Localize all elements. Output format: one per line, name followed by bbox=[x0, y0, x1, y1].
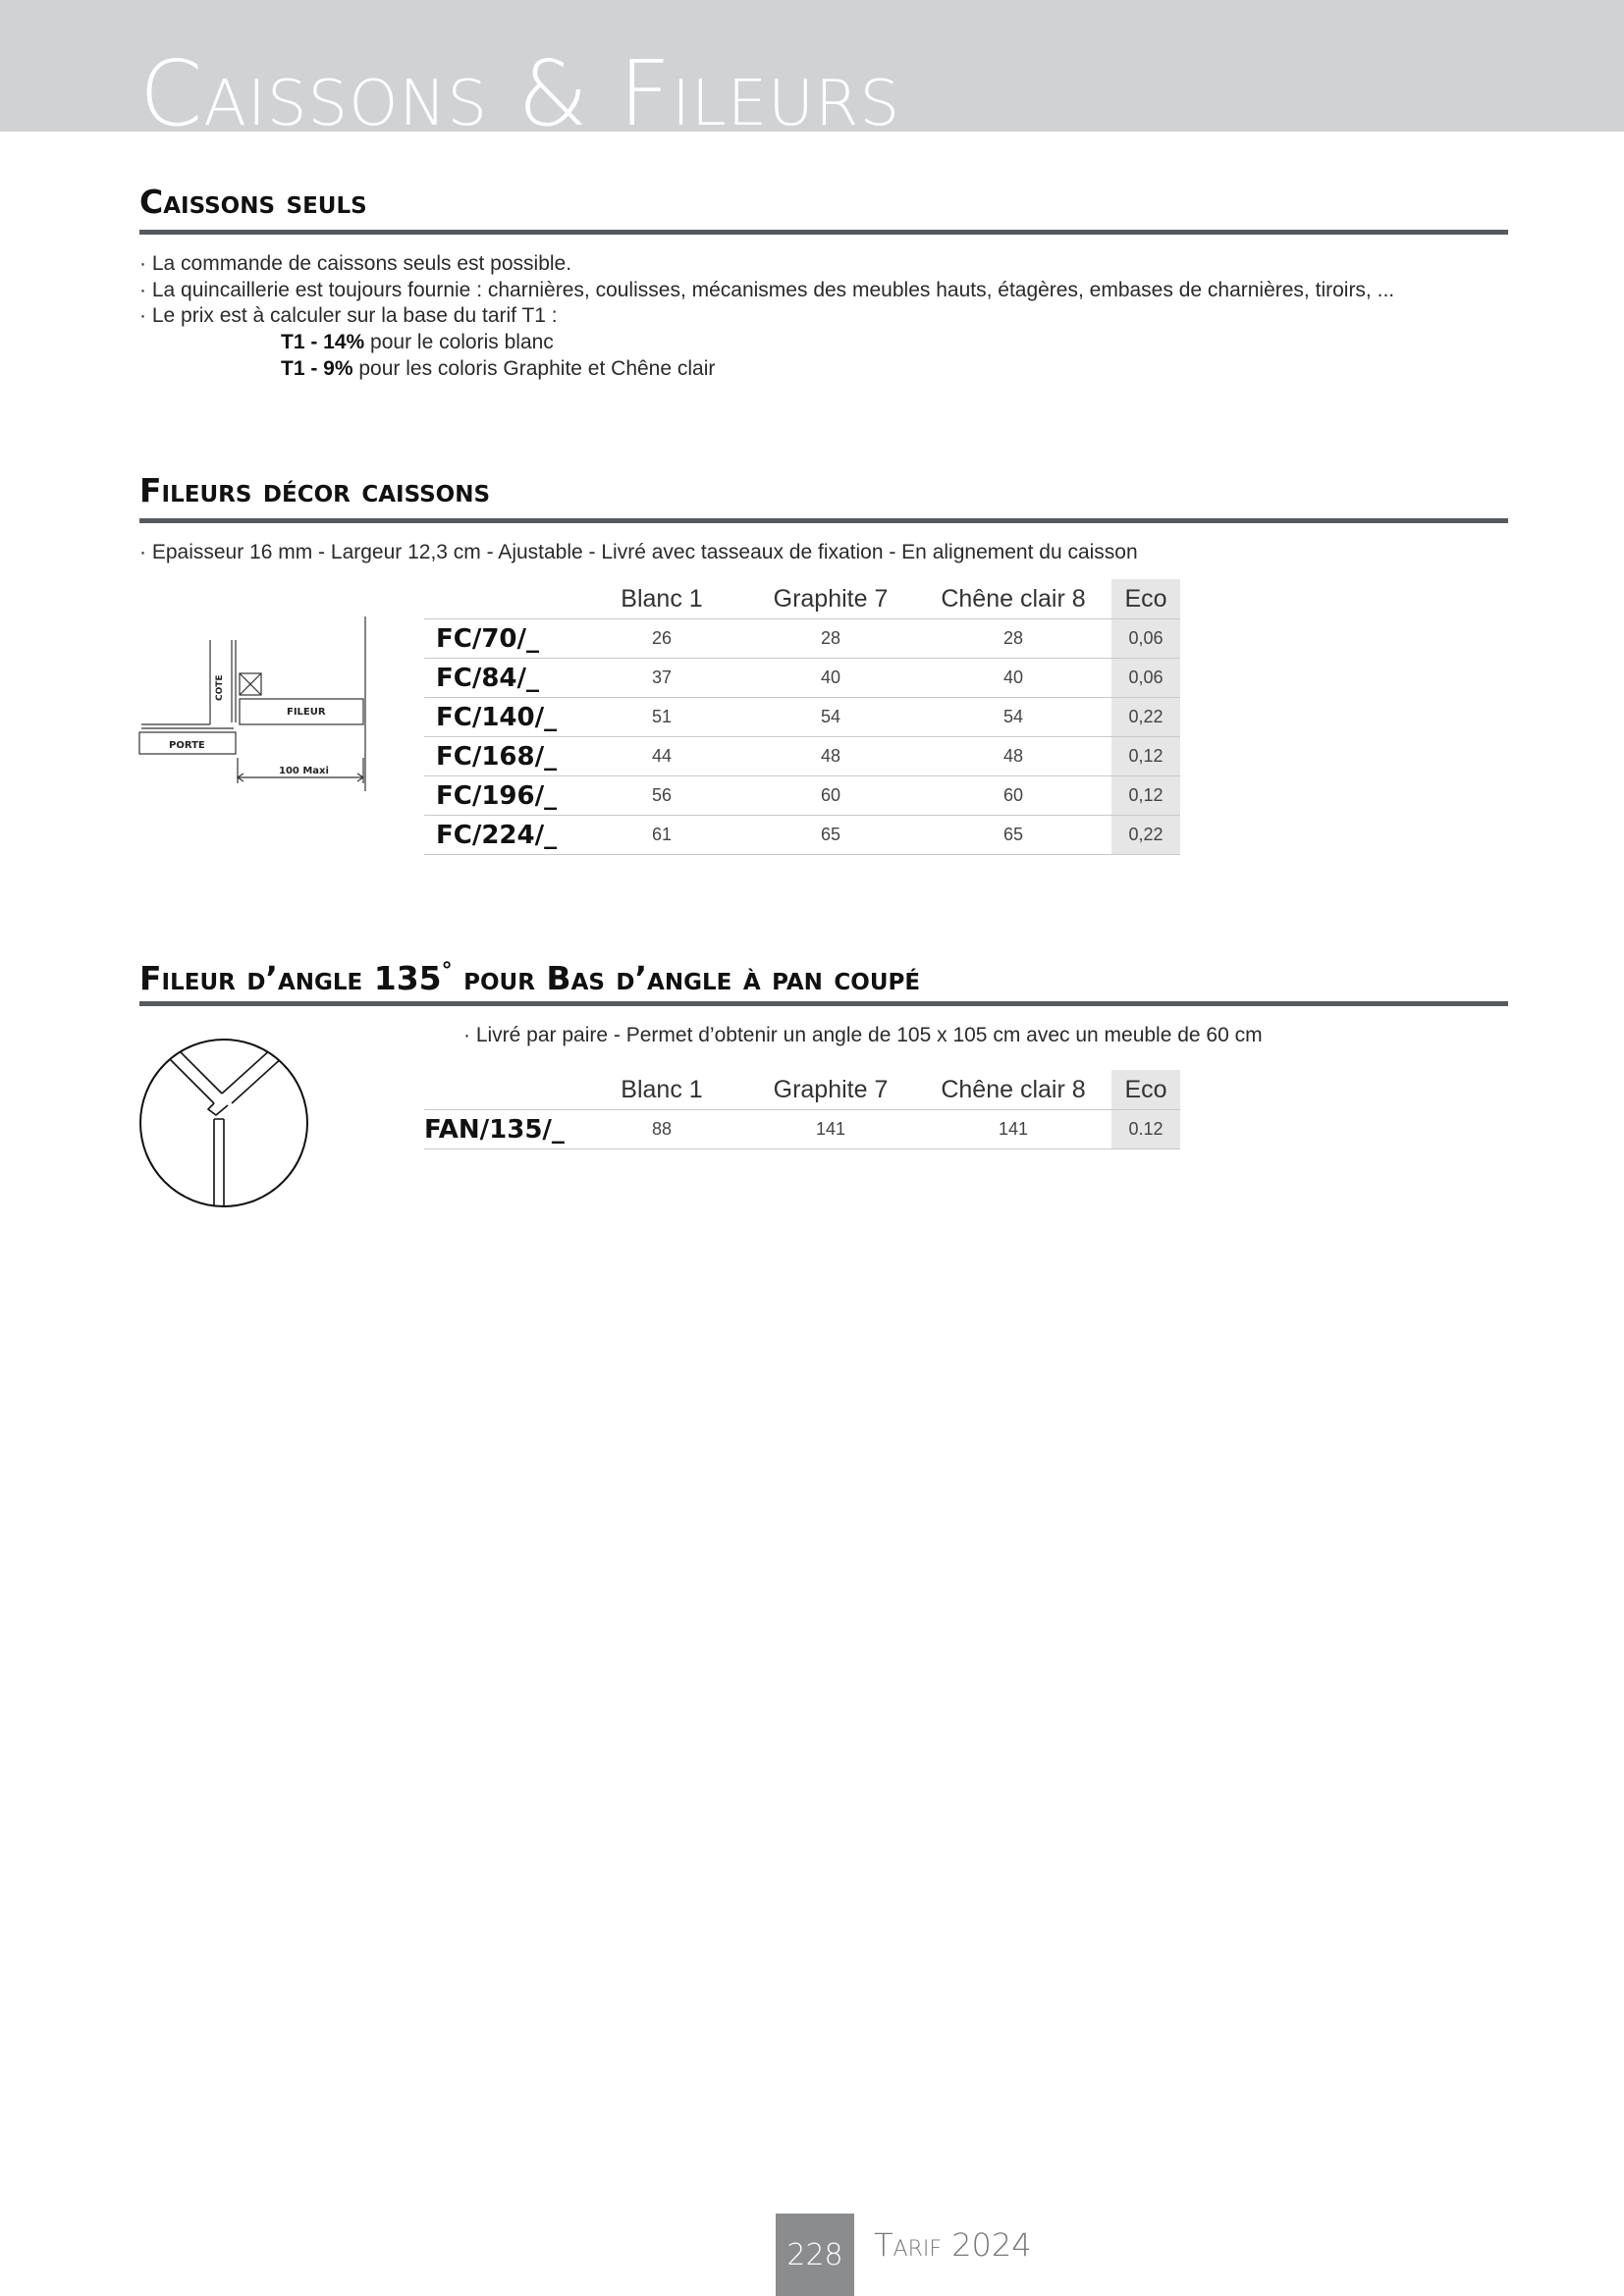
column-header-eco: Eco bbox=[1111, 579, 1180, 619]
price-blanc: 56 bbox=[577, 776, 746, 816]
price-blanc: 26 bbox=[577, 619, 746, 659]
section-title-part: pour Bas d’angle à pan coupé bbox=[452, 959, 921, 997]
bullet-line: · La quincaillerie est toujours fournie : charnières, coulisses, mécanismes des meubles hauts, étagères, embases de charnières, tiroirs, ... bbox=[139, 279, 1395, 301]
price-graphite: 40 bbox=[746, 659, 915, 698]
price-blanc: 37 bbox=[577, 659, 746, 698]
price-chene-clair: 60 bbox=[915, 776, 1111, 816]
product-reference: FC/196/_ bbox=[424, 776, 577, 816]
diagram-label-filler: FILEUR bbox=[287, 707, 326, 718]
price-blanc: 88 bbox=[577, 1110, 746, 1149]
product-reference: FAN/135/_ bbox=[424, 1110, 577, 1149]
fileurs-price-table bbox=[424, 579, 1180, 855]
price-graphite: 60 bbox=[746, 776, 915, 816]
eco-contribution: 0,06 bbox=[1111, 659, 1180, 698]
product-reference: FC/224/_ bbox=[424, 816, 577, 855]
rate-label: T1 - 9% bbox=[281, 357, 353, 380]
rate-text: pour les coloris Graphite et Chêne clair bbox=[352, 357, 716, 380]
column-header-graphite: Graphite 7 bbox=[773, 584, 889, 613]
table-row bbox=[424, 659, 1180, 698]
corner-filler-diagram bbox=[137, 1037, 310, 1209]
price-graphite: 141 bbox=[746, 1110, 915, 1149]
column-header-chene-clair: Chêne clair 8 bbox=[941, 584, 1086, 613]
price-chene-clair: 141 bbox=[915, 1110, 1111, 1149]
diagram-label-max: 100 Maxi bbox=[279, 766, 329, 776]
price-chene-clair: 48 bbox=[915, 737, 1111, 776]
rate-label: T1 - 14% bbox=[281, 331, 365, 353]
column-header-graphite: Graphite 7 bbox=[773, 1075, 889, 1103]
rate-text: pour le coloris blanc bbox=[364, 331, 554, 353]
rate-line bbox=[281, 356, 715, 382]
table-row bbox=[424, 698, 1180, 737]
price-blanc: 61 bbox=[577, 816, 746, 855]
section-title-caissons-seuls: Caissons seuls bbox=[139, 183, 367, 221]
eco-contribution: 0.12 bbox=[1111, 1110, 1180, 1149]
bullet-line: · La commande de caissons seuls est possible. bbox=[139, 252, 572, 275]
eco-contribution: 0,12 bbox=[1111, 737, 1180, 776]
bullet-line: · Le prix est à calculer sur la base du tarif T1 : bbox=[139, 304, 558, 327]
section-title-fileurs-decor: Fileurs décor caissons bbox=[139, 471, 491, 509]
section-description: · Livré par paire - Permet d’obtenir un angle de 105 x 105 cm avec un meuble de 60 cm bbox=[463, 1024, 1263, 1046]
degree-symbol: ° bbox=[441, 959, 453, 984]
price-graphite: 48 bbox=[746, 737, 915, 776]
price-graphite: 28 bbox=[746, 619, 915, 659]
eco-contribution: 0,22 bbox=[1111, 816, 1180, 855]
rate-line bbox=[281, 330, 554, 355]
diagram-label-door: PORTE bbox=[169, 740, 205, 751]
table-row bbox=[424, 737, 1180, 776]
table-row bbox=[424, 776, 1180, 816]
price-chene-clair: 54 bbox=[915, 698, 1111, 737]
product-reference: FC/84/_ bbox=[424, 659, 577, 698]
product-reference: FC/70/_ bbox=[424, 619, 577, 659]
product-reference: FC/140/_ bbox=[424, 698, 577, 737]
product-reference: FC/168/_ bbox=[424, 737, 577, 776]
price-graphite: 54 bbox=[746, 698, 915, 737]
filler-installation-diagram bbox=[137, 609, 373, 801]
page-title: Caissons & Fileurs bbox=[139, 41, 901, 146]
table-header-row bbox=[424, 1070, 1180, 1110]
section-description: · Epaisseur 16 mm - Largeur 12,3 cm - Ajustable - Livré avec tasseaux de fixation - En alignement du caisson bbox=[139, 541, 1138, 563]
table-row bbox=[424, 619, 1180, 659]
column-header-reference bbox=[424, 1070, 577, 1110]
column-header-eco: Eco bbox=[1111, 1070, 1180, 1110]
price-chene-clair: 40 bbox=[915, 659, 1111, 698]
section-title-part: Fileur d’angle 135 bbox=[139, 959, 442, 997]
section-title-fileur-angle bbox=[139, 952, 920, 998]
table-header-row bbox=[424, 579, 1180, 619]
eco-contribution: 0,06 bbox=[1111, 619, 1180, 659]
price-blanc: 44 bbox=[577, 737, 746, 776]
price-blanc: 51 bbox=[577, 698, 746, 737]
price-chene-clair: 28 bbox=[915, 619, 1111, 659]
column-header-blanc: Blanc 1 bbox=[621, 1075, 703, 1103]
table-row bbox=[424, 816, 1180, 855]
page-number: 228 bbox=[776, 2214, 854, 2296]
column-header-reference bbox=[424, 579, 577, 619]
column-header-blanc: Blanc 1 bbox=[621, 584, 703, 613]
diagram-label-side: COTE bbox=[215, 674, 225, 701]
footer-label: Tarif 2024 bbox=[874, 2226, 1032, 2264]
column-header-chene-clair: Chêne clair 8 bbox=[941, 1075, 1086, 1103]
section-divider bbox=[139, 230, 1508, 235]
section-divider bbox=[139, 518, 1508, 523]
price-chene-clair: 65 bbox=[915, 816, 1111, 855]
eco-contribution: 0,22 bbox=[1111, 698, 1180, 737]
section-divider bbox=[139, 1001, 1508, 1006]
table-row bbox=[424, 1110, 1180, 1149]
corner-filler-price-table bbox=[424, 1070, 1180, 1149]
price-graphite: 65 bbox=[746, 816, 915, 855]
eco-contribution: 0,12 bbox=[1111, 776, 1180, 816]
